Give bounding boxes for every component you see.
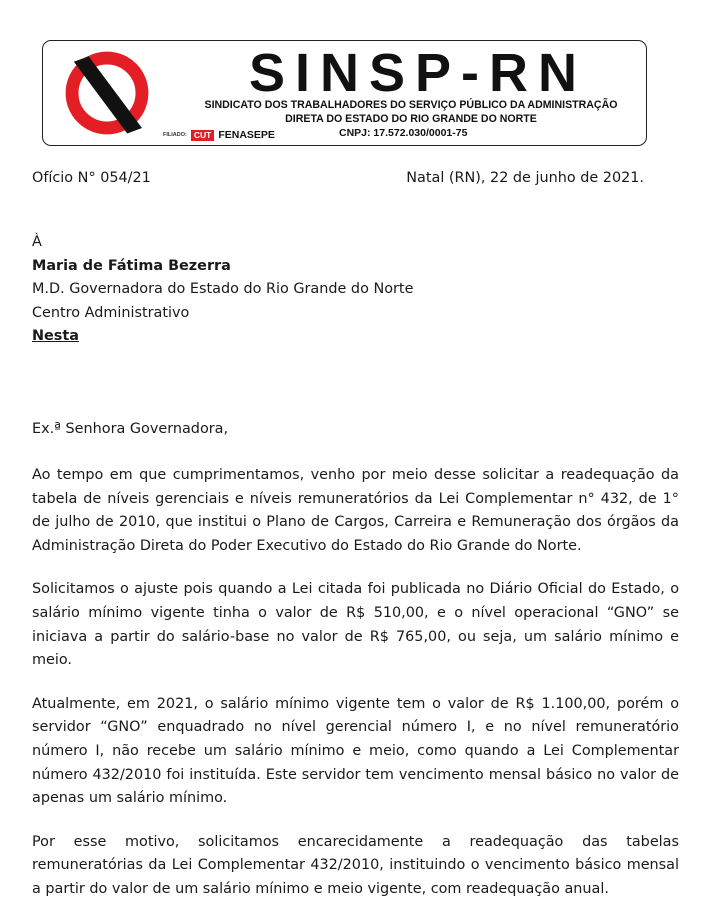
affiliation: [163, 129, 275, 141]
letter-body: [32, 464, 679, 922]
union-name-line1: SINDICATO DOS TRABALHADORES DO SERVIÇO PÚBLICO DA ADMINISTRAÇÃO: [204, 99, 618, 111]
recipient-nesta: Nesta: [32, 328, 79, 344]
recipient-block: [32, 231, 413, 349]
place-date: Natal (RN), 22 de junho de 2021.: [406, 170, 644, 186]
union-full-name: [201, 98, 621, 126]
brand-title: SINSP-RN: [248, 43, 588, 103]
cnpj: CNPJ: 17.572.030/0001-75: [339, 127, 468, 139]
recipient-to: À: [32, 234, 42, 250]
recipient-name: Maria de Fátima Bezerra: [32, 257, 231, 274]
fenasepe-label: FENASEPE: [218, 129, 275, 141]
oficio-number: Ofício N° 054/21: [32, 170, 151, 186]
sinsp-logo-icon: [61, 47, 153, 139]
affiliation-label: FILIADO:: [163, 132, 187, 138]
union-name-line2: DIRETA DO ESTADO DO RIO GRANDE DO NORTE: [285, 113, 537, 125]
recipient-title: M.D. Governadora do Estado do Rio Grande do Norte: [32, 281, 414, 297]
paragraph: Solicitamos o ajuste pois quando a Lei citada foi publicada no Diário Oficial do Estado, o salário mínimo vigente tinha o valor de R$ 510,00, e o nível operacional “GNO” se iniciava a partir do salário-base no valor de R$ 765,00, ou seja, um salário mínimo e meio.: [32, 581, 679, 669]
cut-logo: CUT: [191, 130, 214, 141]
paragraph: Atualmente, em 2021, o salário mínimo vigente tem o valor de R$ 1.100,00, porém o servidor “GNO” enquadrado no nível gerencial número I, e no nível remuneratório número I, não recebe um salário mínimo e meio, como quando a Lei Complementar número 432/2010 foi instituída. Este servidor tem vencimento mensal básico no valor de apenas um salário mínimo.: [32, 695, 679, 807]
paragraph: Ao tempo em que cumprimentamos, venho por meio desse solicitar a readequação da tabela de níveis gerenciais e níveis remuneratórios da Lei Complementar n° 432, de 1° de julho de 2010, que institui o Plano de Cargos, Carreira e Remuneração dos órgãos da Administração Direta do Poder Executivo do Estado do Rio Grande do Norte.: [32, 467, 679, 554]
letterhead: [42, 40, 647, 146]
greeting: Ex.ª Senhora Governadora,: [32, 421, 229, 437]
recipient-place: Centro Administrativo: [32, 304, 190, 321]
paragraph: Por esse motivo, solicitamos encarecidamente a readequação das tabelas remuneratórias da Lei Complementar 432/2010, instituindo o vencimento básico mensal a partir do valor de um salário mínimo e meio vigente, com readequação anual.: [32, 833, 679, 897]
